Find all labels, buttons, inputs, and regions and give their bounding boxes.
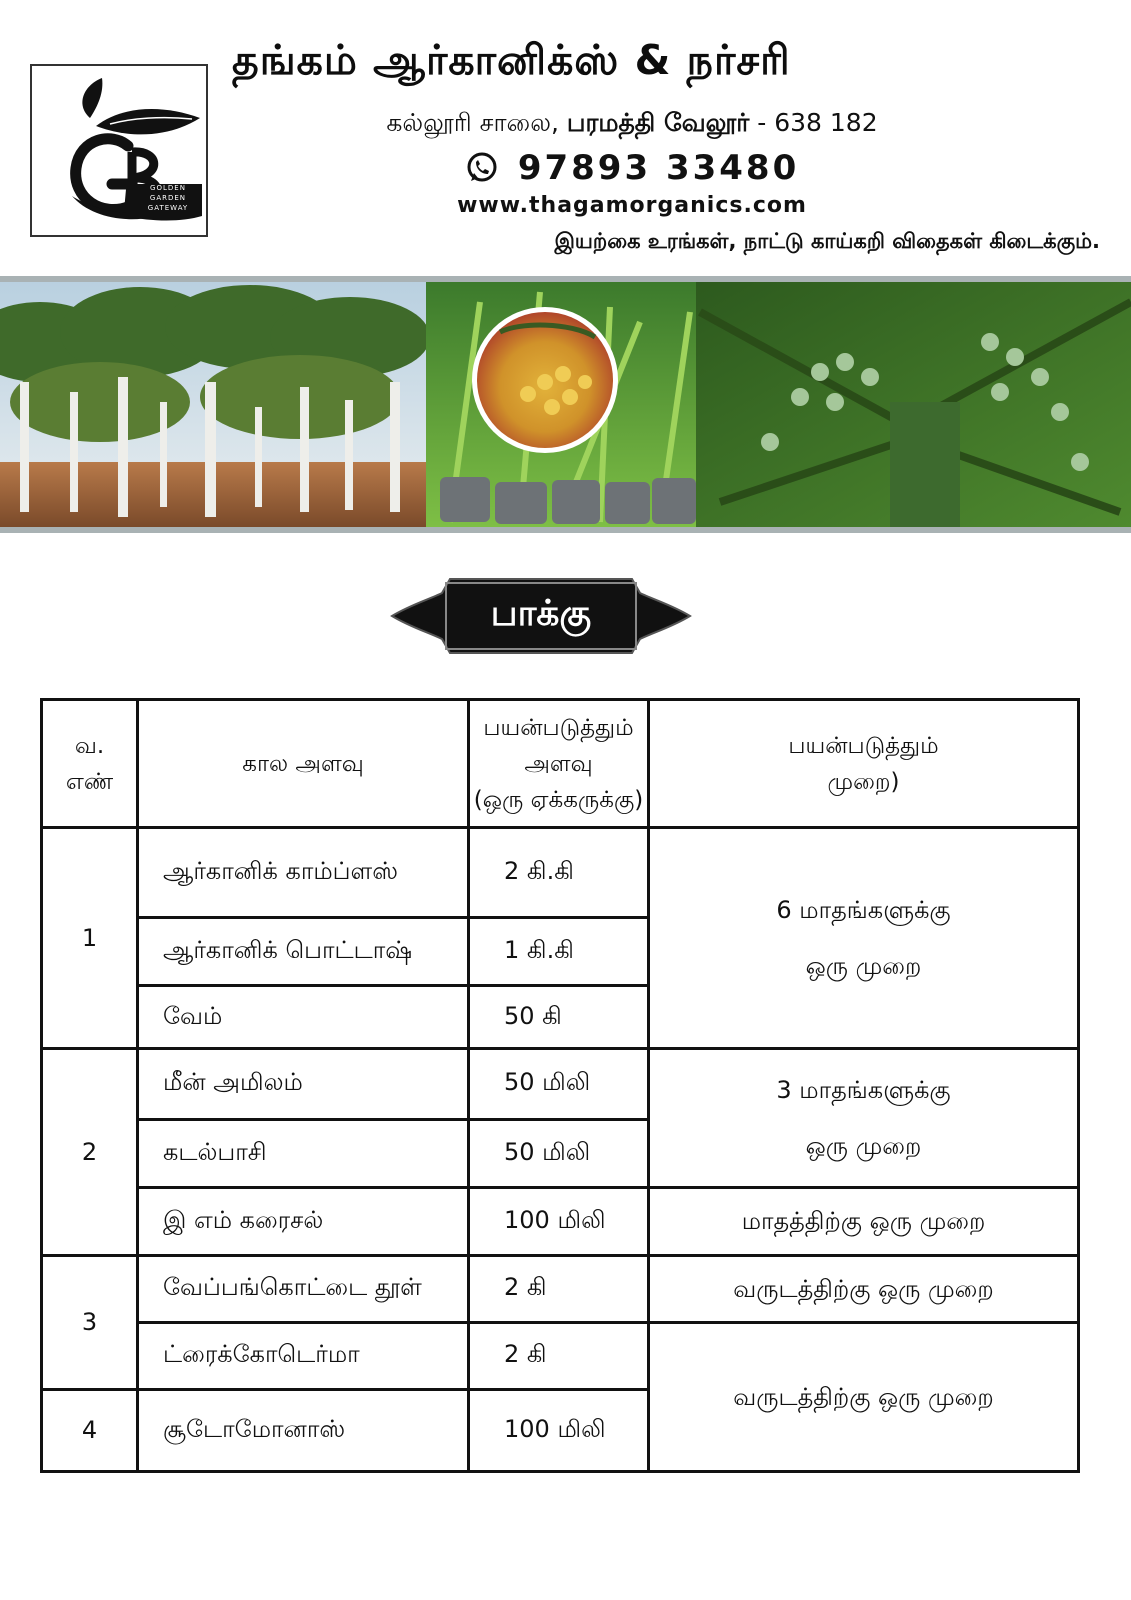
quantity-cell: 2 கி.கி — [469, 828, 649, 918]
serial-cell: 4 — [42, 1389, 138, 1471]
address-pin: - 638 182 — [757, 108, 878, 137]
item-cell: ஆர்கானிக் பொட்டாஷ் — [138, 918, 469, 986]
quantity-cell: 2 கி — [469, 1322, 649, 1389]
quantity-cell: 50 கி — [469, 986, 649, 1049]
quantity-cell: 100 மிலி — [469, 1187, 649, 1255]
header-method: பயன்படுத்தும் முறை) — [649, 700, 1079, 828]
phone-row — [232, 148, 1032, 188]
logo-text-line-2: GARDEN — [149, 194, 187, 202]
header-quantity: பயன்படுத்தும் அளவு (ஒரு ஏக்கருக்கு) — [469, 700, 649, 828]
method-cell: மாதத்திற்கு ஒரு முறை — [649, 1187, 1079, 1255]
address — [232, 108, 1032, 141]
website-link[interactable]: www.thagamorganics.com — [457, 193, 807, 218]
logo-text-line-3: GATEWAY — [147, 204, 189, 212]
method-cell: 3 மாதங்களுக்கு ஒரு முறை — [649, 1049, 1079, 1187]
quantity-cell: 1 கி.கி — [469, 918, 649, 986]
item-cell: ட்ரைக்கோடெர்மா — [138, 1322, 469, 1389]
tagline: இயற்கை உரங்கள், நாட்டு காய்கறி விதைகள் கிடைக்கும். — [554, 229, 1100, 253]
item-cell: சூடோமோனாஸ் — [138, 1389, 469, 1471]
quantity-cell: 50 மிலி — [469, 1119, 649, 1187]
serial-cell: 3 — [42, 1255, 138, 1389]
logo — [30, 64, 208, 237]
item-cell: வேம் — [138, 986, 469, 1049]
item-cell: மீன் அமிலம் — [138, 1049, 469, 1119]
table-row — [42, 1049, 1079, 1119]
fertilizer-schedule-table — [40, 698, 1077, 1473]
business-title: தங்கம் ஆர்கானிக்ஸ் & நர்சரி — [232, 36, 791, 84]
serial-cell: 1 — [42, 828, 138, 1049]
quantity-cell: 50 மிலி — [469, 1049, 649, 1119]
address-street: கல்லூரி சாலை, — [386, 108, 559, 137]
serial-cell: 2 — [42, 1049, 138, 1255]
table-row — [42, 1322, 1079, 1389]
areca-photo-collage — [0, 282, 1131, 527]
table-row — [42, 1187, 1079, 1255]
logo-text-line-1: GOLDEN — [150, 184, 186, 192]
quantity-cell: 100 மிலி — [469, 1389, 649, 1471]
item-cell: வேப்பங்கொட்டை தூள் — [138, 1255, 469, 1322]
item-cell: கடல்பாசி — [138, 1119, 469, 1187]
crop-badge — [390, 575, 692, 657]
quantity-cell: 2 கி — [469, 1255, 649, 1322]
phone-number[interactable]: 97893 33480 — [517, 148, 800, 188]
table-row — [42, 1255, 1079, 1322]
method-cell: 6 மாதங்களுக்கு ஒரு முறை — [649, 828, 1079, 1049]
whatsapp-icon — [465, 151, 499, 185]
header-item: கால அளவு — [138, 700, 469, 828]
badge-label: பாக்கு — [490, 593, 592, 634]
table-header-row — [42, 700, 1079, 828]
item-cell: ஆர்கானிக் காம்ப்ளஸ் — [138, 828, 469, 918]
photo-banner — [0, 276, 1131, 533]
address-town: பரமத்தி வேலூர் — [566, 108, 750, 137]
method-cell: வருடத்திற்கு ஒரு முறை — [649, 1255, 1079, 1322]
item-cell: இ எம் கரைசல் — [138, 1187, 469, 1255]
method-cell: வருடத்திற்கு ஒரு முறை — [649, 1322, 1079, 1471]
header-serial: வ. எண் — [42, 700, 138, 828]
table-row — [42, 828, 1079, 918]
